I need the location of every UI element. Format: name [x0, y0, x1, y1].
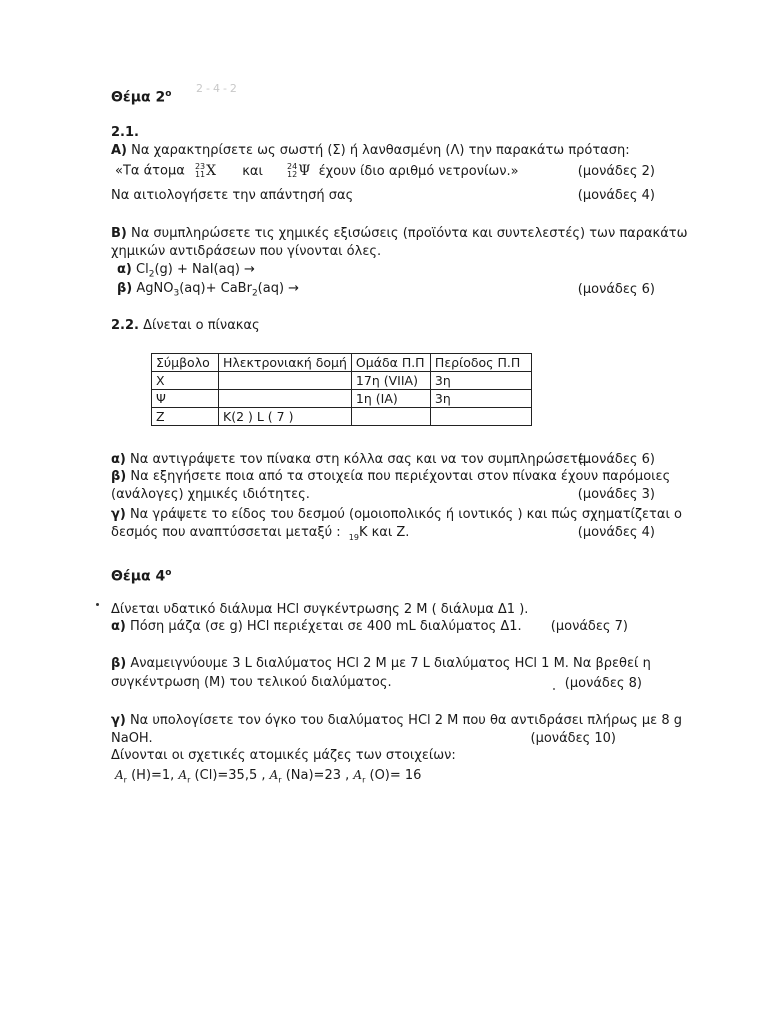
- marks-6b: (μονάδες 6): [577, 452, 655, 467]
- scan-dot: [96, 603, 99, 606]
- q21-b-line1: Β) Να συμπληρώσετε τις χημικές εξισώσεις (προϊόντα και συντελεστές) των παρακάτω: [111, 226, 688, 241]
- marks-4b: (μονάδες 4): [577, 525, 655, 540]
- q21-justify: Να αιτιολογήσετε την απάντησή σας: [111, 188, 354, 203]
- table-cell: 3η: [430, 372, 531, 390]
- atomic-masses: [115, 767, 421, 789]
- theme4-c-line2: NaOH.: [111, 731, 153, 746]
- q22-a: α) Να αντιγράψετε τον πίνακα στη κόλλα σας και να τον συμπληρώσετε.: [111, 452, 589, 467]
- q21-statement: «Τα άτομα 23 11 X και 24 12 Ψ έχουν ίδιο αριθμό νετρονίων.»: [115, 160, 519, 182]
- q22-b-line1: β) Να εξηγήσετε ποια από τα στοιχεία που περιέχονται στον πίνακα έχουν παρόμοιες: [111, 469, 671, 484]
- table-cell: 1η (IA): [351, 390, 430, 408]
- table-header: Περίοδος Π.Π: [430, 354, 531, 372]
- ar-cl: $A_r$ (Cl)=35,5 ,: [178, 768, 270, 785]
- table-cell: Ψ: [152, 390, 219, 408]
- q21-b-line2: χημικών αντιδράσεων που γίνονται όλες.: [111, 244, 382, 259]
- theme4-given: Δίνονται οι σχετικές ατομικές μάζες των στοιχείων:: [111, 748, 456, 763]
- reaction-b: β) AgNO$_3$(aq)+ CaBr$_2$(aq) →: [117, 281, 300, 299]
- table-cell: [430, 408, 531, 426]
- theme4-c-line1: γ) Να υπολογίσετε τον όγκο του διαλύματος HCl 2 M που θα αντιδράσει πλήρως με 8 g: [111, 713, 682, 728]
- ar-o: $A_r$ (O)= 16: [353, 768, 422, 785]
- table-row: [152, 408, 532, 426]
- table-cell: [219, 390, 352, 408]
- marks-2: (μονάδες 2): [577, 164, 655, 179]
- q22-c-line2: δεσμός που αναπτύσσεται μεταξύ : $_{19}$K και Z.: [111, 525, 410, 542]
- marks-6: (μονάδες 6): [577, 282, 655, 297]
- table-cell: [219, 372, 352, 390]
- q22-b-line2: (ανάλογες) χημικές ιδιότητες.: [111, 487, 310, 502]
- q22-intro: 2.2. Δίνεται ο πίνακας: [111, 318, 260, 333]
- theme4-intro: Δίνεται υδατικό διάλυμα HCl συγκέντρωσης 2 M ( διάλυμα Δ1 ).: [111, 602, 529, 617]
- faint-handwriting: 2-4-2: [196, 82, 240, 95]
- table-row: [152, 372, 532, 390]
- marks-8: (μονάδες 8): [564, 676, 642, 691]
- nuclide-psi: 24 12 Ψ: [287, 162, 311, 179]
- marks-3: (μονάδες 3): [577, 487, 655, 502]
- table-cell: 3η: [430, 390, 531, 408]
- theme4-a: α) Πόση μάζα (σε g) HCl περιέχεται σε 400 mL διαλύματος Δ1.: [111, 619, 522, 634]
- table-cell: [351, 408, 430, 426]
- q22-c-line1: γ) Να γράψετε το είδος του δεσμού (ομοιοπολικός ή ιοντικός ) και πώς σχηματίζεται ο: [111, 507, 682, 522]
- table-cell: K(2 ) L ( 7 ): [219, 408, 352, 426]
- table-cell: 17η (VIIA): [351, 372, 430, 390]
- marks-4: (μονάδες 4): [577, 188, 655, 203]
- table-header: Ηλεκτρονιακή δομή: [219, 354, 352, 372]
- table-header-row: [152, 354, 532, 372]
- theme4-b-line1: β) Αναμειγνύουμε 3 L διαλύματος HCl 2 M με 7 L διαλύματος HCl 1 M. Να βρεθεί η: [111, 656, 651, 671]
- theme4-b-line2: συγκέντρωση (M) του τελικού διαλύματος.: [111, 675, 392, 690]
- ar-na: $A_r$ (Na)=23 ,: [269, 768, 350, 785]
- table-header: Ομάδα Π.Π: [351, 354, 430, 372]
- question-2-1-label: 2.1.: [111, 125, 139, 140]
- marks-10: (μονάδες 10): [530, 731, 616, 746]
- q21-a-line: Α) Να χαρακτηρίσετε ως σωστή (Σ) ή λανθασμένη (Λ) την παρακάτω πρόταση:: [111, 143, 630, 158]
- theme2-title: Θέμα $2^o$: [111, 89, 172, 106]
- table-header: Σύμβολο: [152, 354, 219, 372]
- reaction-a: α) $Cl_2(g) + NaI(aq)$ →: [117, 262, 255, 280]
- elements-table: [151, 353, 532, 426]
- table-cell: Z: [152, 408, 219, 426]
- theme4-title: Θέμα $4^o$: [111, 568, 172, 585]
- table-cell: X: [152, 372, 219, 390]
- table-row: [152, 390, 532, 408]
- marks-7: (μονάδες 7): [550, 619, 628, 634]
- ar-h: $A_r$ (H)=1,: [115, 768, 179, 785]
- scan-dot: [553, 688, 555, 690]
- nuclide-x: 23 11 X: [194, 162, 217, 179]
